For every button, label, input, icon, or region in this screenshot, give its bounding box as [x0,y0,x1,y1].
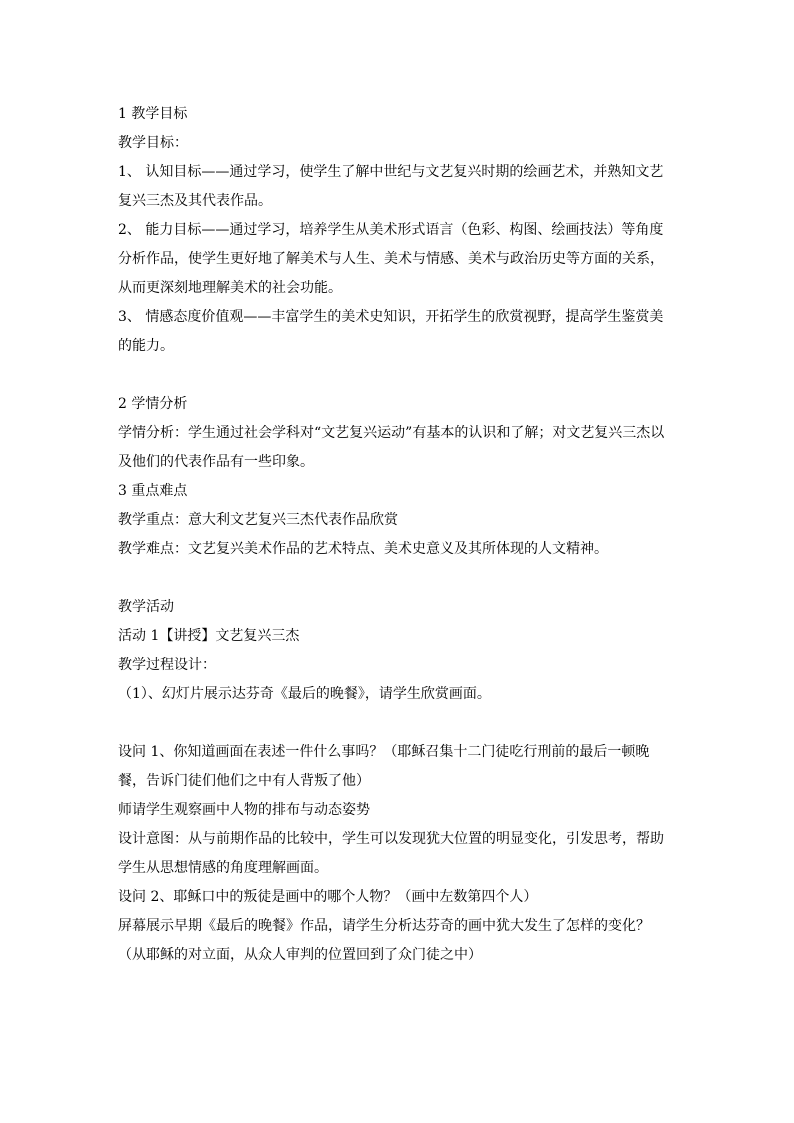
spacer [118,709,676,738]
activity-title: 活动 1【讲授】文艺复兴三杰 [118,628,300,644]
section2-heading: 2 学情分析 [118,396,188,412]
difficult-point-text: 教学难点：文艺复兴美术作品的艺术特点、美术史意义及其所体现的人文精神。 [118,541,608,557]
screen-display-text: 屏幕展示早期《最后的晚餐》作品，请学生分析达芬奇的画中犹大发生了怎样的变化？（从耶稣的对立面，从众人审判的位置回到了众门徒之中） [118,918,650,963]
question1-text: 设问 1、你知道画面在表述一件什么事吗？（耶稣召集十二门徒吃行刑前的最后一顿晚餐，告诉门徒们他们之中有人背叛了他） [118,744,650,789]
design-label: 教学过程设计： [118,657,216,673]
observe-text: 师请学生观察画中人物的排布与动态姿势 [118,802,370,818]
objective-item-cognitive: 1、 认知目标——通过学习，使学生了解中世纪与文艺复兴时期的绘画艺术，并熟知文艺复兴三杰及其代表作品。 [118,164,664,209]
spacer [118,564,676,593]
design-intent-text: 设计意图：从与前期作品的比较中，学生可以发现犹大位置的明显变化，引发思考，帮助学生从思想情感的角度理解画面。 [118,831,664,876]
section1-heading: 1 教学目标 [118,106,188,122]
section1-subheading: 教学目标： [118,135,188,151]
key-point-text: 教学重点：意大利文艺复兴三杰代表作品欣赏 [118,512,398,528]
learner-analysis-text: 学情分析：学生通过社会学科对“文艺复兴运动”有基本的认识和了解；对文艺复兴三杰以及他们的代表作品有一些印象。 [118,425,665,470]
activities-heading: 教学活动 [118,599,174,615]
question2-text: 设问 2、耶稣口中的叛徒是画中的哪个人物？（画中左数第四个人） [118,889,538,905]
objective-item-ability: 2、 能力目标——通过学习，培养学生从美术形式语言（色彩、构图、绘画技法）等角度分析作品，使学生更好地了解美术与人生、美术与情感、美术与政治历史等方面的关系，从而更深刻地理解美术的社会功能。 [118,222,664,296]
section3-heading: 3 重点难点 [118,483,188,499]
spacer [118,361,676,390]
step1-text: （1）、幻灯片展示达芬奇《最后的晚餐》，请学生欣赏画面。 [118,686,491,702]
objective-item-emotion: 3、 情感态度价值观——丰富学生的美术史知识，开拓学生的欣赏视野，提高学生鉴赏美的能力。 [118,309,664,354]
